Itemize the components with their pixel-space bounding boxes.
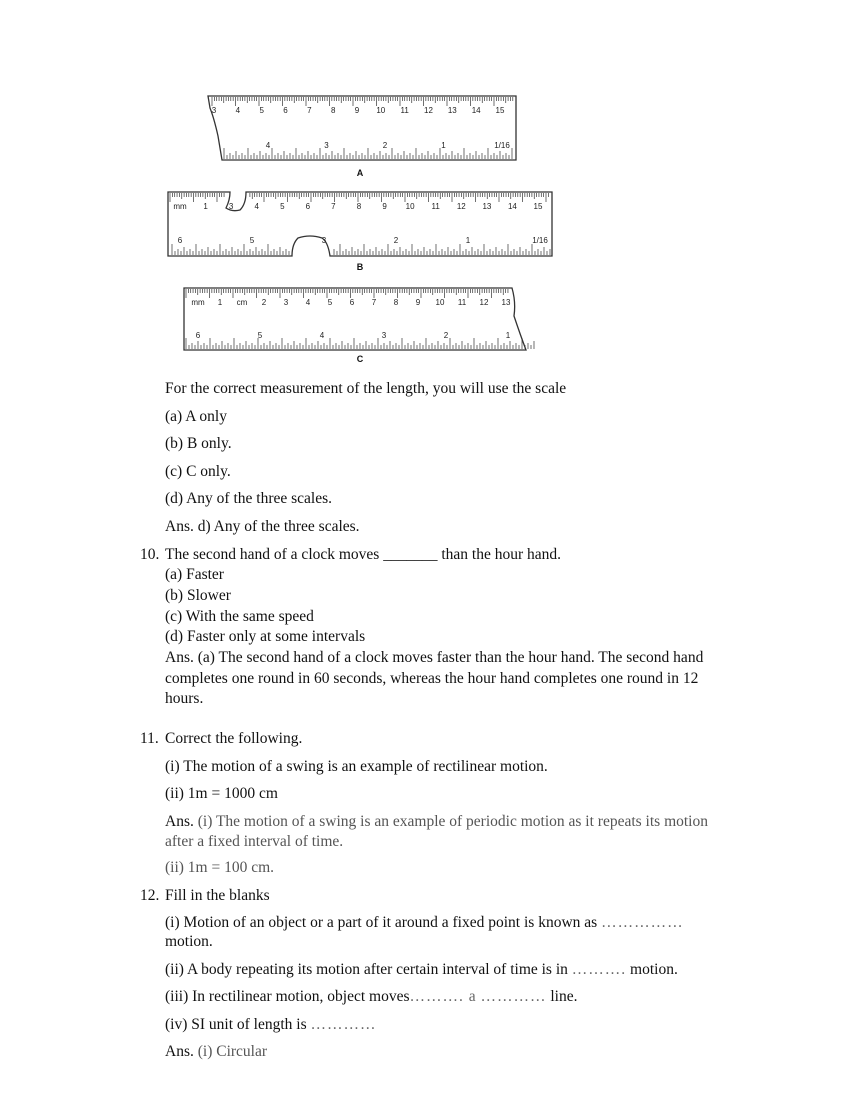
ruler-b-tick-label: 15 — [533, 202, 543, 211]
q12-item-i-text: (i) Motion of an object or a part of it around a fixed point is known as — [165, 914, 598, 931]
q9-option-b: (b) B only. — [165, 435, 232, 452]
q11-item-i: (i) The motion of a swing is an example of rectilinear motion. — [165, 758, 548, 775]
ruler-a-tick-label: 13 — [447, 106, 457, 115]
ruler-c-tick-label: mm — [191, 298, 205, 307]
q11-answer-ii: (ii) 1m = 100 cm. — [165, 859, 275, 876]
q12-answer — [165, 1042, 267, 1062]
q10-number: 10. — [140, 546, 160, 563]
ruler-a-tick-label: 5 — [259, 106, 264, 115]
ruler-b-tick-label: 12 — [456, 202, 466, 211]
ruler-b-tick-label: 3 — [228, 202, 234, 211]
ruler-c-tick-label: 10 — [435, 298, 445, 307]
ruler-c-tick-label: 3 — [381, 331, 387, 340]
ruler-c-tick-label: 1 — [505, 331, 511, 340]
ruler-b-tick-label: mm — [173, 202, 187, 211]
q11-question: Correct the following. — [165, 730, 303, 747]
q12-item-i-end: motion. — [165, 933, 213, 950]
ruler-b-tick-label: 7 — [331, 202, 336, 211]
q12-item-i — [165, 913, 684, 933]
ruler-c-tick-label: 9 — [415, 298, 421, 307]
q12-item-iv-blank: ………… — [310, 1016, 377, 1033]
q11-item-ii: (ii) 1m = 1000 cm — [165, 785, 278, 802]
ruler-a-tick-label: 4 — [265, 141, 271, 150]
ruler-c-tick-label: cm — [236, 298, 248, 307]
ruler-c-tick-label: 7 — [371, 298, 377, 307]
ruler-a-tick-label: 9 — [354, 106, 360, 115]
rulers-figure — [160, 88, 580, 363]
ruler-c — [184, 288, 526, 363]
ruler-a-tick-label: 4 — [235, 106, 241, 115]
q10-option-b: (b) Slower — [165, 587, 231, 604]
ruler-c-label: C — [356, 354, 364, 363]
ruler-c-tick-label: 4 — [319, 331, 325, 340]
ruler-b-tick-label: 1 — [203, 202, 208, 211]
ruler-a-tick-label: 3 — [324, 141, 329, 150]
q12-item-iii-text: (iii) In rectilinear motion, object moves — [165, 988, 410, 1005]
ruler-c-tick-label: 13 — [501, 298, 511, 307]
q9-option-c: (c) C only. — [165, 463, 231, 480]
q11-answer — [165, 812, 725, 851]
q9-prompt: For the correct measurement of the length, you will use the scale — [165, 380, 567, 397]
q12-answer-label: Ans. — [165, 1043, 194, 1060]
ruler-c-tick-label: 8 — [393, 298, 399, 307]
ruler-a-tick-label: 11 — [400, 106, 409, 115]
ruler-b-tick-label: 6 — [177, 236, 183, 245]
ruler-b — [168, 192, 552, 272]
ruler-c-tick-label: 5 — [257, 331, 263, 340]
q12-item-iii-blank-1: ………. a — [409, 988, 477, 1005]
q11-number: 11. — [140, 730, 159, 747]
ruler-a-tick-label: 12 — [424, 106, 433, 115]
ruler-c-tick-label: 5 — [327, 298, 333, 307]
ruler-b-tick-label: 5 — [249, 236, 255, 245]
ruler-a-tick-label: 1 — [441, 141, 446, 150]
q12-question: Fill in the blanks — [165, 887, 270, 904]
ruler-b-tick-label: 1/16 — [532, 236, 548, 245]
ruler-a-tick-label: 14 — [471, 106, 481, 115]
ruler-a-tick-label: 8 — [330, 106, 336, 115]
q12-item-iii — [165, 987, 578, 1007]
ruler-b-tick-label: 10 — [405, 202, 415, 211]
q12-item-iv-text: (iv) SI unit of length is — [165, 1016, 307, 1033]
q12-item-ii-text: (ii) A body repeating its motion after certain interval of time is in — [165, 961, 568, 978]
ruler-a-label: A — [356, 168, 364, 178]
q12-item-iv — [165, 1015, 377, 1035]
ruler-b-tick-label: 11 — [431, 202, 440, 211]
q10-answer: Ans. (a) The second hand of a clock moves faster than the hour hand. The second hand completes one round in 60 seconds, whereas the hour hand completes one round in 12 hours. — [165, 649, 704, 708]
ruler-a-tick-label: 3 — [211, 106, 217, 115]
ruler-b-tick-label: 3 — [321, 236, 327, 245]
ruler-b-tick-label: 1 — [465, 236, 471, 245]
ruler-a-tick-label: 10 — [376, 106, 386, 115]
q12-item-iii-end: line. — [550, 988, 578, 1005]
ruler-c-tick-label: 6 — [195, 331, 201, 340]
ruler-b-tick-label: 5 — [280, 202, 285, 211]
q12-number: 12. — [140, 887, 160, 904]
q9-option-d: (d) Any of the three scales. — [165, 490, 332, 507]
q12-item-ii — [165, 960, 678, 980]
ruler-c-tick-label: 1 — [217, 298, 223, 307]
q9-option-a: (a) A only — [165, 408, 227, 425]
ruler-c-tick-label: 3 — [283, 298, 289, 307]
ruler-a-tick-label: 15 — [495, 106, 505, 115]
q9-answer: Ans. d) Any of the three scales. — [165, 518, 360, 535]
ruler-b-tick-label: 2 — [393, 236, 399, 245]
q12-item-ii-blank: ………. — [571, 961, 627, 978]
q12-item-i-blank: …………… — [601, 914, 684, 931]
q12-answer-i: (i) Circular — [197, 1043, 268, 1060]
ruler-a-tick-label: 1/16 — [494, 141, 510, 150]
ruler-b-label: B — [356, 262, 364, 272]
ruler-b-tick-label: 9 — [382, 202, 387, 211]
ruler-c-tick-label: 12 — [479, 298, 489, 307]
ruler-a-tick-label: 2 — [382, 141, 388, 150]
ruler-b-tick-label: 14 — [507, 202, 517, 211]
q11-answer-i: (i) The motion of a swing is an example of periodic motion as it repeats its motion after a fixed interval of time. — [165, 813, 708, 850]
q10-question: The second hand of a clock moves _______ than the hour hand. — [165, 546, 562, 563]
q10-option-c: (c) With the same speed — [165, 608, 314, 625]
q10-option-a: (a) Faster — [165, 566, 224, 583]
ruler-a-tick-label: 7 — [307, 106, 312, 115]
ruler-c-tick-label: 11 — [457, 298, 467, 307]
q12-item-iii-blank-2: ………… — [480, 988, 547, 1005]
ruler-c-tick-label: 6 — [349, 298, 355, 307]
ruler-a-tick-label: 6 — [283, 106, 288, 115]
ruler-c-tick-label: 2 — [261, 298, 267, 307]
ruler-c-tick-label: 2 — [443, 331, 449, 340]
ruler-b-tick-label: 6 — [305, 202, 311, 211]
q11-answer-label: Ans. — [165, 813, 194, 830]
q10-option-d: (d) Faster only at some intervals — [165, 628, 366, 645]
ruler-b-tick-label: 4 — [254, 202, 259, 211]
ruler-c-tick-label: 4 — [305, 298, 311, 307]
ruler-b-tick-label: 8 — [356, 202, 362, 211]
ruler-a — [208, 96, 516, 178]
q12-item-ii-end: motion. — [630, 961, 678, 978]
ruler-b-tick-label: 13 — [482, 202, 492, 211]
